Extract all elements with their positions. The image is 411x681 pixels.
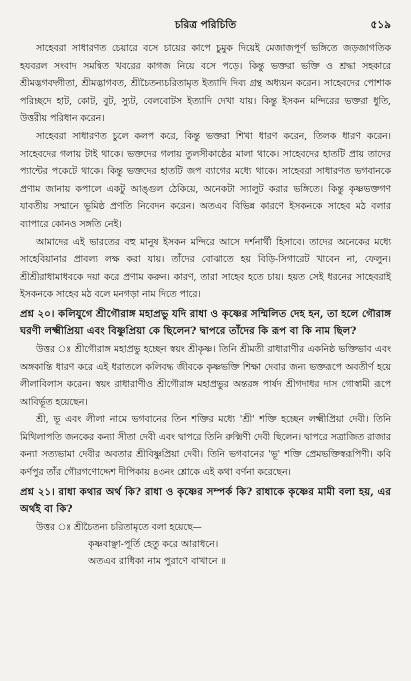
answer-block [20, 519, 391, 537]
running-header [20, 18, 391, 40]
chapter-title: চরিত্র পরিচিতি [174, 19, 237, 31]
page-body [20, 40, 391, 570]
paragraph: আমাদের এই ভারতের বহু মানুষ ইসকন মন্দিরে আসে দর্শনার্থী হিসাবে। তাদের অনেকের মধ্যে সাহেবিয়ানার প্রাবল্য লক্ষ করা যায়। তাঁদের বোঝাতে হয় বিড়ি-সিগারেট খাবেন না, ফেলুন। শ্রীশ্রীরাধামাধবকে দয়া করে প্রণাম করুন। কারণ, তারা সাহেব হতে চায়। হয়ত সেই ধরনের সাহেবরাই ইসকনকে সাহেব মঠ বলে মনগড়া নাম দিতে পারে। [20, 236, 391, 301]
answer-block [20, 341, 391, 482]
verse-line: অতএব রাধিকা নাম পুরাণে বাখানে ॥ [88, 556, 226, 568]
answer-paragraph: শ্রী, ভূ এবং লীলা নামে ভগবানের তিন শক্তির মধ্যে 'শ্রী' শক্তি হচ্ছেন লক্ষ্মীপ্রিয়া দেবী। তিনি মিথিলাপতি জনকের কন্যা সীতা দেবী এবং দ্বাপরে তিনি রুক্মিণী দেবী ছিলেন। দ্বাপরে সত্রাজিত রাজার কন্যা সত্যভামা দেবীর অবতার শ্রীবিষ্ণুপ্রিয়া দেবী। তিনি ভগবানের 'ভূ' শক্তি প্রেমভক্তিস্বরূপিণী। কবি কর্ণপুর তাঁর গৌরগণোদ্দেশ দীপিকায় ৪৩নং শ্লোকে এই কথা বর্ণনা করেছেন। [20, 414, 391, 479]
question-heading: প্রশ্ন ২১। রাধা কথার অর্থ কি? রাধা ও কৃষ্ণের সম্পর্ক কি? রাধাকে কৃষ্ণের মামী বলা হয়, এর অর্থই বা কি? [20, 485, 391, 516]
verse-line: কৃষ্ণবাঞ্ছা-পূর্তি হেতু করে আরাধনে। [88, 539, 219, 551]
answer-paragraph: উত্তর ঃ শ্রীগৌরাঙ্গ মহাপ্রভু হচ্ছেন স্বয়ং শ্রীকৃষ্ণ। তিনি শ্রীমতী রাধারাণীর একনিষ্ঠ ভক্তিভাব এবং অঙ্গকান্তি ধারণ করে এই ধরাতলে কলিবদ্ধ জীবকে কৃষ্ণভক্তি শিক্ষা দেবার জন্য ভক্তরূপে অবতীর্ণ হয়ে লীলাবিলাস করেন। স্বয়ং রাধারাণীও শ্রীগৌরাঙ্গ মহাপ্রভুর অন্তরঙ্গ পার্ষদ শ্রীগদাধর দাস গোস্বামী রূপে আবির্ভূত হয়েছেন। [20, 343, 391, 408]
page-number: ৫১৯ [370, 19, 391, 31]
paragraph: সাহেবরা সাধারণত চেয়ারে বসে চায়ের কাপে চুমুক দিয়েই মেজাজপূর্ণ ভঙ্গিতে জড়জাগতিক হযবরল সংবাদ সমন্বিত খবরের কাগজ নিয়ে বসে পড়ে। কিন্তু ভক্তরা ভক্তি ও শ্রদ্ধা সহকারে শ্রীমদ্ভগবদ্গীতা, শ্রীমদ্ভাগবত, শ্রীচৈতন্যচরিতামৃত ইত্যাদি দিব্য গ্রন্থ অধ্যয়ন করেন। সাহেবদের পোশাক পরিচ্ছদে হাট, কোট, বুট, স্যুট, বেলবোটস ইত্যাদি দেখা যায়। কিন্তু ইসকন মন্দিরের ভক্তরা ধুতি, উত্তরীয় পরিধান করেন। [20, 43, 391, 125]
question-heading: প্রশ্ন ২০। কলিযুগে শ্রীগৌরাঙ্গ মহাপ্রভু যদি রাধা ও কৃষ্ণের সম্মিলিত দেহ হন, তা হলে গৌরাঙ্গ ঘরণী লক্ষ্মীপ্রিয়া এবং বিষ্ণুপ্রিয়া কে ছিলেন? দ্বাপরে তাঁদের কি রূপ বা কি নাম ছিল? [20, 307, 391, 338]
verse-block [20, 536, 391, 570]
paragraph: সাহেবরা সাধারণত চুলে কলপ করে, কিন্তু ভক্তরা শিখা ধারণ করেন, তিলক ধারণ করেন। সাহেবদের গলায় টাই থাকে। ভক্তদের গলায় তুলসীকাষ্ঠের মালা থাকে। সাহেবদের হাতটি প্রায় তাদের প্যান্টের পকেটে থাকে। কিন্তু ভক্তদের হাতটি জপ ব্যাগের মধ্যে থাকে। সাহেবরা সাধারণত ভগবানকে প্রণাম জানায় কপালে একটু আঙ্গুল ঠেকিয়ে, অনেকটা স্যালুট করার ভঙ্গিতে। কিন্তু কৃষ্ণভক্তগণ যাবতীয় সম্মানে ভূমিষ্ঠ প্রণতি নিবেদন করেন। অতএব বিভিন্ন কারণে ইসকনকে সাহেব মঠ বলার ব্যাপারে কোনও সঙ্গতি নেই। [20, 130, 391, 230]
answer-paragraph: উত্তর ঃ শ্রীচৈতন্য চরিতামৃতে বলা হয়েছে— [36, 521, 202, 533]
